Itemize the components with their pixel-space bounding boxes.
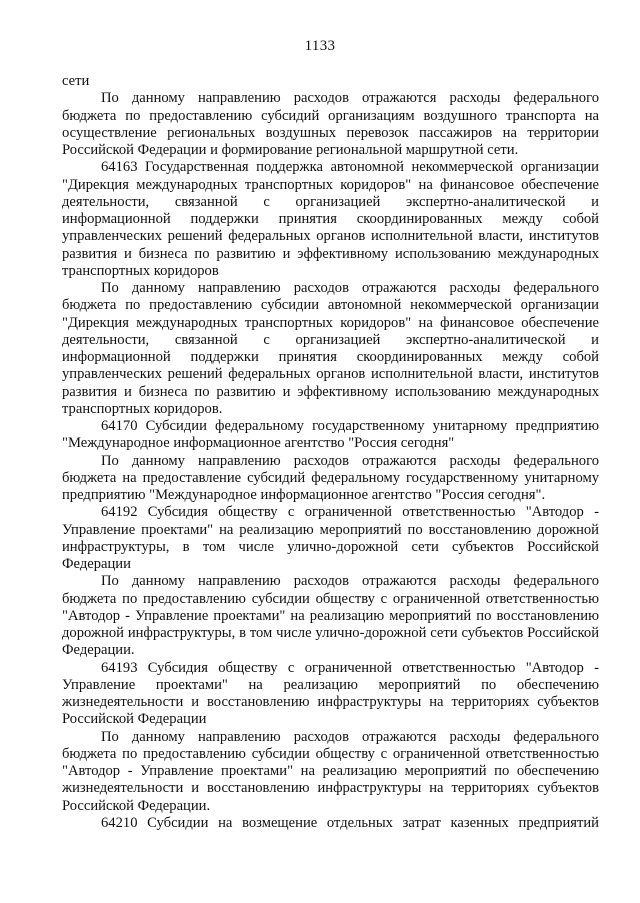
paragraph-description: По данному направлению расходов отражаются расходы федерального бюджета по предоставлению субсидий организациям воздушного транспорта на осуществление региональных воздушных перевозок пассажиров на территории Российской Федерации и формирование региональной маршрутной сети.	[62, 90, 599, 158]
paragraph-item-64210: 64210 Субсидии на возмещение отдельных затрат казенных предприятий	[101, 814, 599, 831]
paragraph-description: По данному направлению расходов отражаются расходы федерального бюджета по предоставлению субсидии обществу с ограниченной ответственностью "Автодор - Управление проектами" на реализацию мероприятий по восстановлению дорожной инфраструктуры, в том числе улично-дорожной сети субъектов Российской Федерации.	[62, 573, 599, 659]
page-number: 1133	[304, 38, 336, 54]
paragraph-description: По данному направлению расходов отражаются расходы федерального бюджета на предоставление субсидий федеральному государственному унитарному предприятию "Международное информационное агентство "Россия сегодня".	[62, 452, 599, 503]
body-text	[62, 73, 599, 832]
paragraph-description: По данному направлению расходов отражаются расходы федерального бюджета по предоставлению субсидии обществу с ограниченной ответственностью "Автодор - Управление проектами" на реализацию мероприятий по обеспечению жизнедеятельности и восстановлению инфраструктуры на территориях субъектов Российской Федерации.	[62, 728, 599, 814]
paragraph-item-64193: 64193 Субсидия обществу с ограниченной ответственностью "Автодор - Управление проектами" на реализацию мероприятий по обеспечению жизнедеятельности и восстановлению инфраструктуры на территориях субъектов Российской Федерации	[62, 659, 599, 728]
paragraph-continuation: сети	[62, 73, 90, 89]
paragraph-item-64163: 64163 Государственная поддержка автономной некоммерческой организации "Дирекция международных транспортных коридоров" на финансовое обеспечение деятельности, связанной с организацией экспертно-аналитической и информационной поддержки принятия скоординированных между собой управленческих решений федеральных органов исполнительной власти, институтов развития и бизнеса по развитию и эффективному использованию международных транспортных коридоров	[62, 159, 599, 279]
paragraph-description: По данному направлению расходов отражаются расходы федерального бюджета по предоставлению субсидии автономной некоммерческой организации "Дирекция международных транспортных коридоров" на финансовое обеспечение деятельности, связанной с организацией экспертно-аналитической и информационной поддержки принятия скоординированных между собой управленческих решений федеральных органов исполнительной власти, институтов развития и бизнеса по развитию и эффективному использованию международных транспортных коридоров.	[62, 280, 599, 417]
paragraph-item-64170: 64170 Субсидии федеральному государственному унитарному предприятию "Международное информационное агентство "Россия сегодня"	[62, 418, 599, 452]
paragraph-item-64192: 64192 Субсидия обществу с ограниченной ответственностью "Автодор - Управление проектами" на реализацию мероприятий по восстановлению дорожной инфраструктуры, в том числе улично-дорожной сети субъектов Российской Федерации	[62, 504, 599, 572]
